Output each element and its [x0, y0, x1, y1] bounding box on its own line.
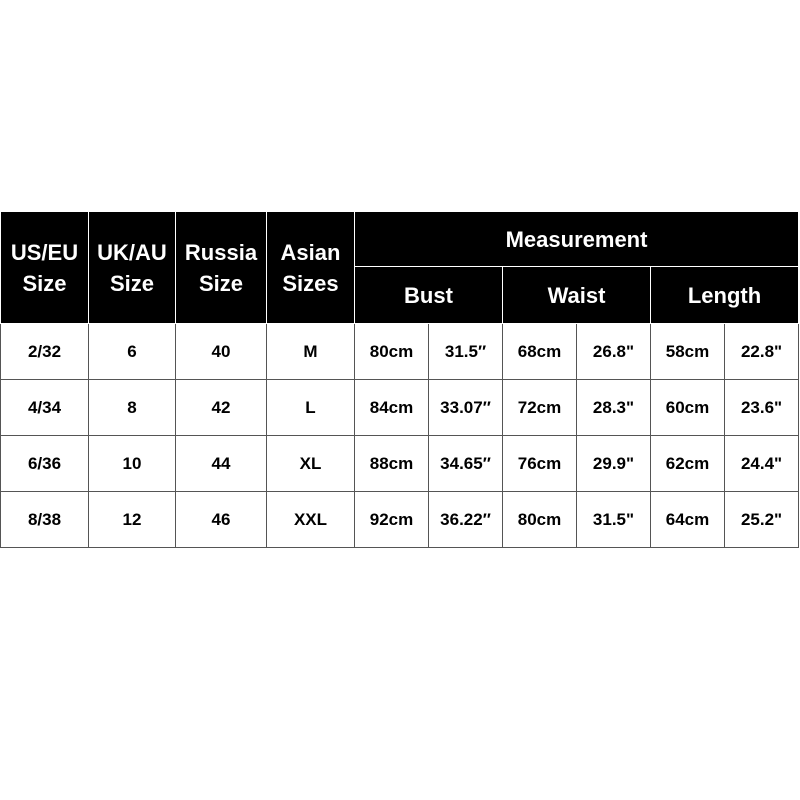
- table-row: [1, 436, 799, 492]
- size-rows: [1, 324, 799, 548]
- size-chart-table: [0, 211, 799, 548]
- cell-bust-in: 34.65″: [429, 436, 503, 492]
- header-asian-sizes: [267, 212, 355, 324]
- cell-waist-cm: 76cm: [503, 436, 577, 492]
- cell-bust-cm: 92cm: [355, 492, 429, 548]
- cell-us-eu: 4/34: [1, 380, 89, 436]
- cell-russia: 40: [176, 324, 267, 380]
- cell-bust-in: 33.07″: [429, 380, 503, 436]
- cell-length-cm: 60cm: [651, 380, 725, 436]
- header-measurement: Measurement: [355, 212, 799, 267]
- cell-uk-au: 8: [89, 380, 176, 436]
- cell-length-in: 23.6": [725, 380, 799, 436]
- header-asian-line1: Asian: [280, 239, 341, 265]
- cell-bust-cm: 88cm: [355, 436, 429, 492]
- cell-waist-cm: 72cm: [503, 380, 577, 436]
- table-row: [1, 380, 799, 436]
- header-uk-au-line2: Size: [109, 270, 155, 296]
- header-length: Length: [651, 267, 799, 324]
- header-russia-size: [176, 212, 267, 324]
- cell-length-in: 25.2": [725, 492, 799, 548]
- header-waist: Waist: [503, 267, 651, 324]
- cell-us-eu: 6/36: [1, 436, 89, 492]
- cell-waist-in: 31.5": [577, 492, 651, 548]
- cell-uk-au: 10: [89, 436, 176, 492]
- cell-length-in: 24.4": [725, 436, 799, 492]
- header-us-eu-line2: Size: [22, 270, 67, 296]
- header-asian-line2: Sizes: [282, 270, 339, 296]
- cell-bust-in: 31.5″: [429, 324, 503, 380]
- cell-waist-cm: 80cm: [503, 492, 577, 548]
- table-row: [1, 492, 799, 548]
- cell-asian: M: [267, 324, 355, 380]
- cell-length-cm: 64cm: [651, 492, 725, 548]
- cell-waist-in: 29.9": [577, 436, 651, 492]
- cell-russia: 42: [176, 380, 267, 436]
- cell-us-eu: 8/38: [1, 492, 89, 548]
- cell-asian: XXL: [267, 492, 355, 548]
- cell-waist-in: 26.8": [577, 324, 651, 380]
- cell-waist-cm: 68cm: [503, 324, 577, 380]
- cell-bust-cm: 80cm: [355, 324, 429, 380]
- header-uk-au-size: [89, 212, 176, 324]
- header-row-primary: [1, 212, 799, 267]
- table-row: [1, 324, 799, 380]
- header-russia-line1: Russia: [184, 239, 258, 265]
- header-us-eu-line1: US/EU: [10, 239, 79, 265]
- header-us-eu-size: [1, 212, 89, 324]
- cell-asian: L: [267, 380, 355, 436]
- cell-bust-cm: 84cm: [355, 380, 429, 436]
- header-russia-line2: Size: [198, 270, 244, 296]
- cell-bust-in: 36.22″: [429, 492, 503, 548]
- cell-us-eu: 2/32: [1, 324, 89, 380]
- cell-uk-au: 12: [89, 492, 176, 548]
- cell-russia: 46: [176, 492, 267, 548]
- cell-length-in: 22.8": [725, 324, 799, 380]
- cell-length-cm: 58cm: [651, 324, 725, 380]
- header-uk-au-line1: UK/AU: [97, 239, 167, 265]
- cell-waist-in: 28.3": [577, 380, 651, 436]
- header-bust: Bust: [355, 267, 503, 324]
- cell-uk-au: 6: [89, 324, 176, 380]
- cell-length-cm: 62cm: [651, 436, 725, 492]
- cell-russia: 44: [176, 436, 267, 492]
- cell-asian: XL: [267, 436, 355, 492]
